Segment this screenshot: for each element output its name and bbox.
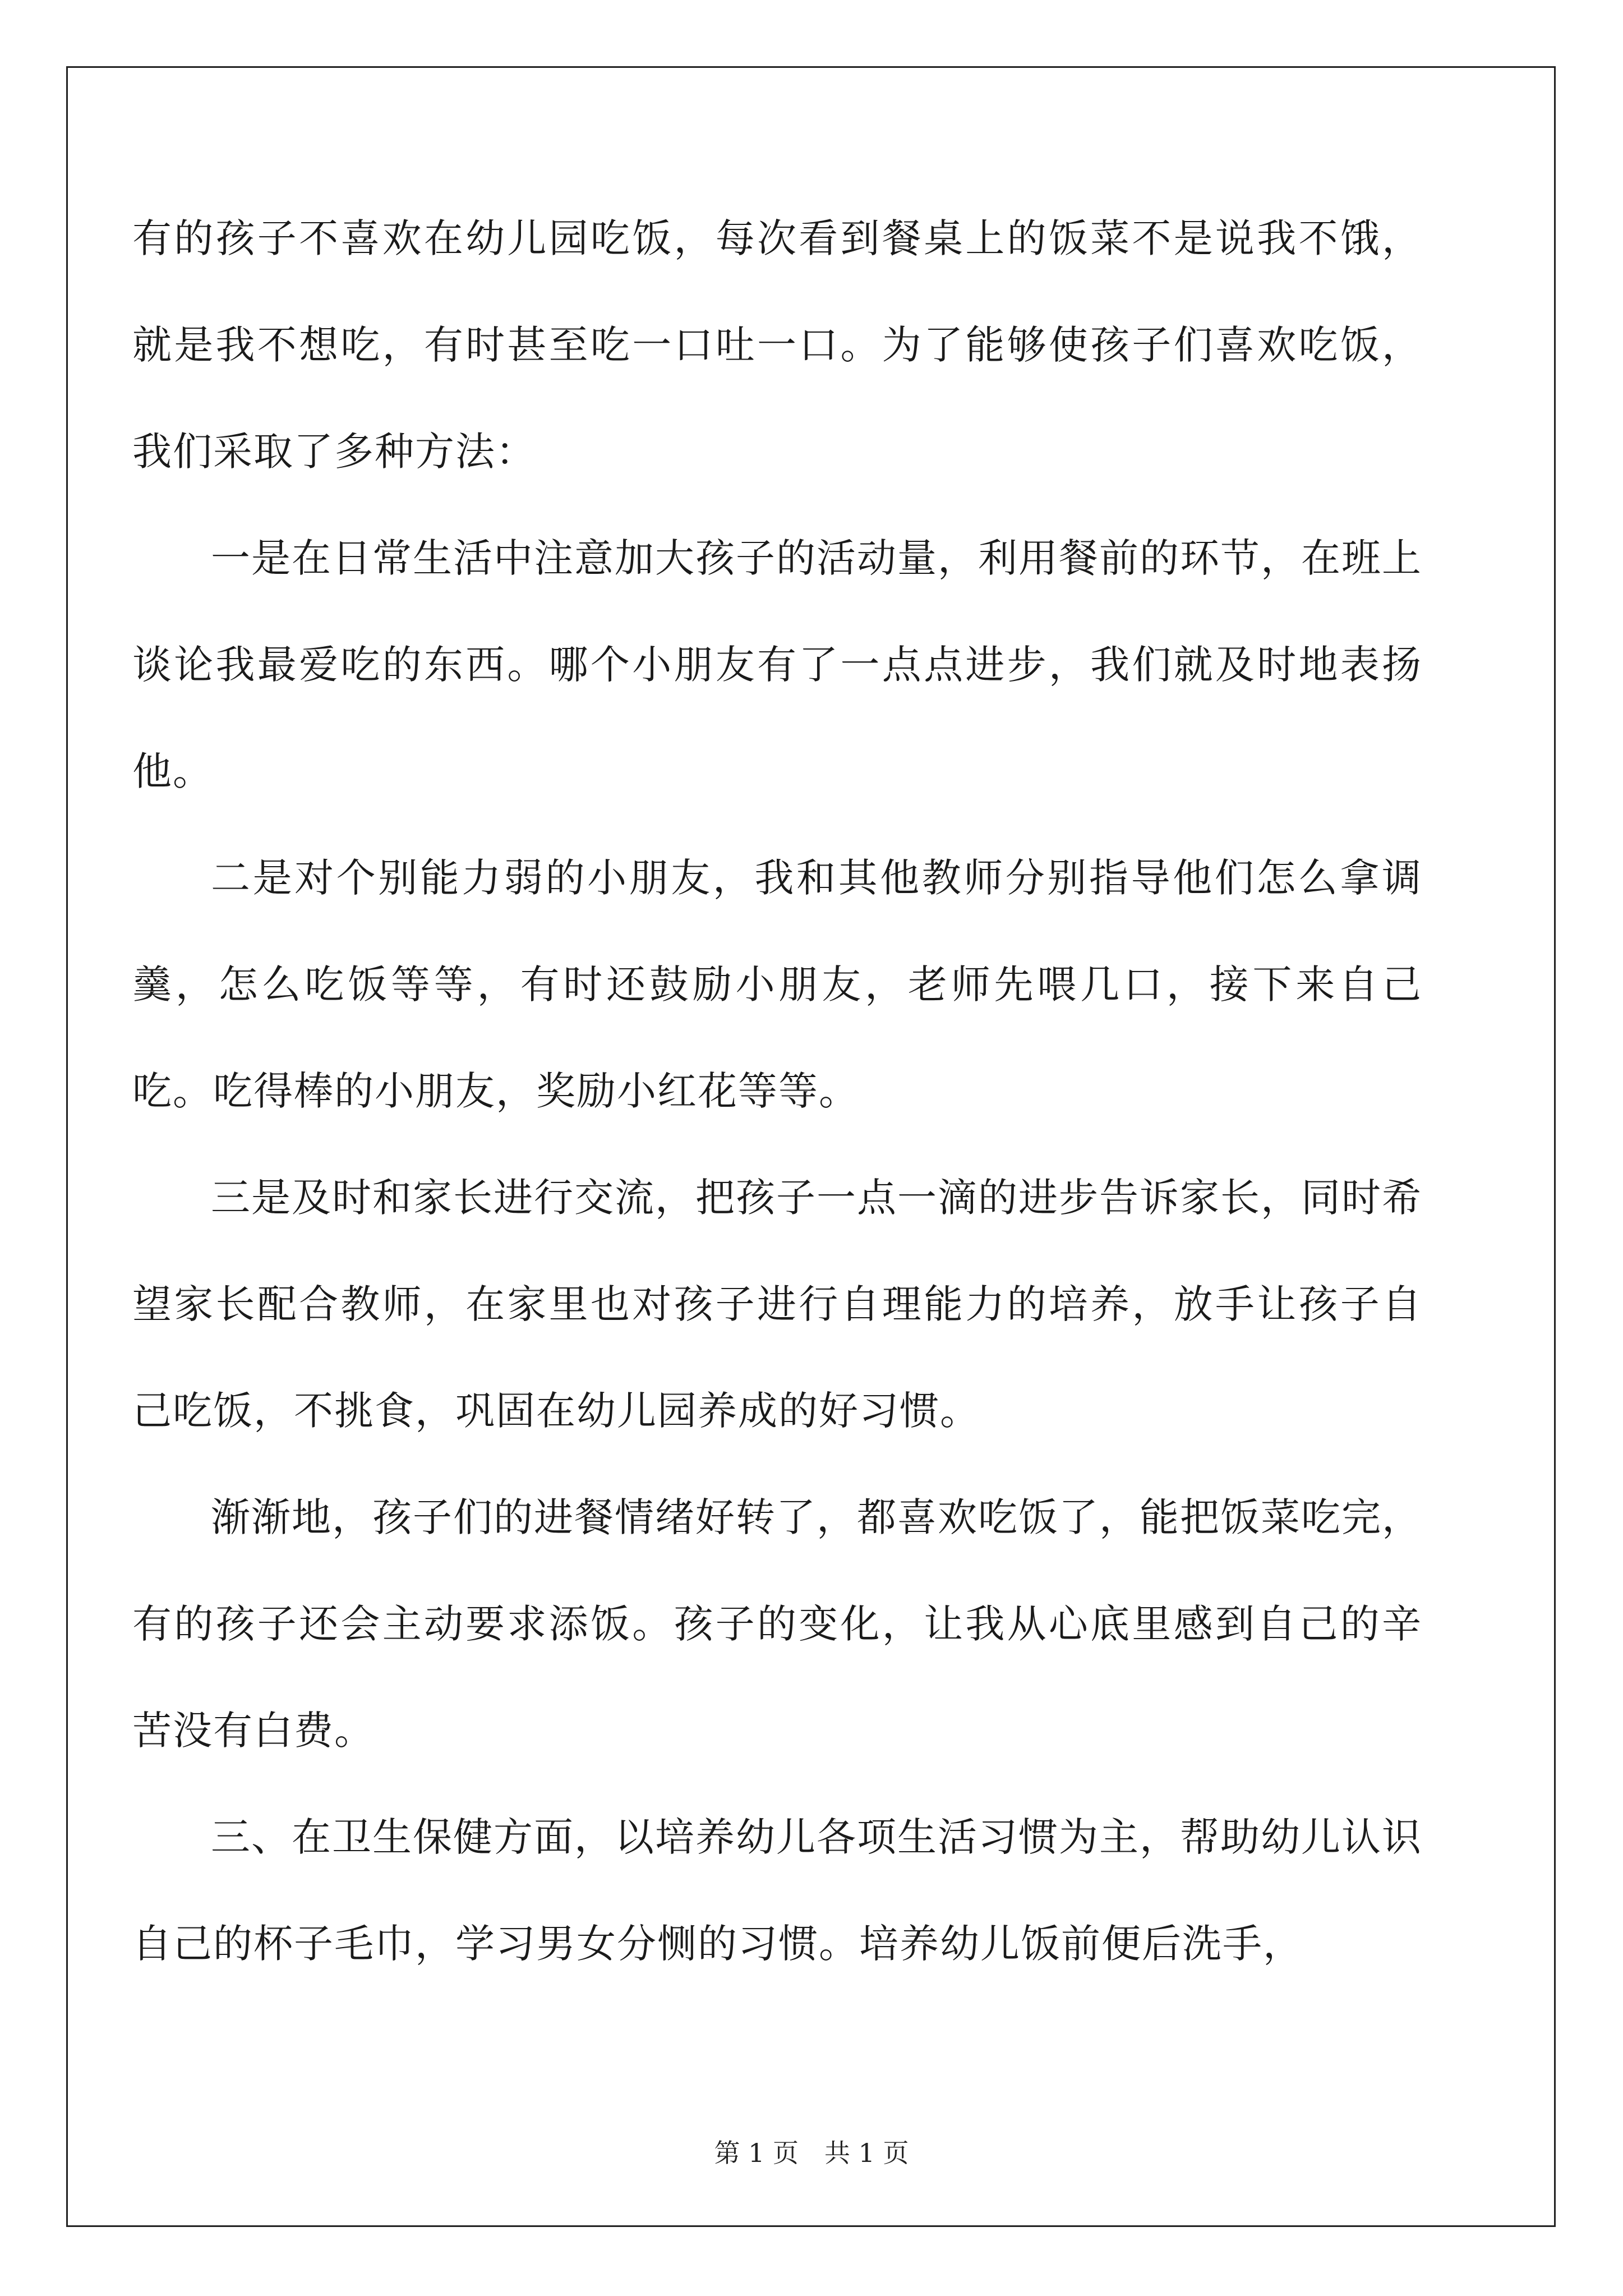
page-total: 共 1 页: [824, 2138, 909, 2168]
paragraph-5: 渐渐地，孩子们的进餐情绪好转了，都喜欢吃饭了，能把饭菜吃完，有的孩子还会主动要求添饭。孩子的变化，让我从心底里感到自己的辛苦没有白费。: [132, 1494, 1422, 1754]
paragraph-2: 一是在日常生活中注意加大孩子的活动量，利用餐前的环节，在班上谈论我最爱吃的东西。哪个小朋友有了一点点进步，我们就及时地表扬他。: [132, 535, 1422, 794]
page-number: 第 1 页: [714, 2138, 799, 2168]
paragraph-4: 三是及时和家长进行交流，把孩子一点一滴的进步告诉家长，同时希望家长配合教师，在家里也对孩子进行自理能力的培养，放手让孩子自己吃饭，不挑食，巩固在幼儿园养成的好习惯。: [132, 1175, 1422, 1434]
page-footer: [0, 2136, 1623, 2170]
document-body: [132, 185, 1422, 1997]
paragraph-1: 有的孩子不喜欢在幼儿园吃饭，每次看到餐桌上的饭菜不是说我不饿，就是我不想吃，有时甚至吃一口吐一口。为了能够使孩子们喜欢吃饭，我们采取了多种方法：: [132, 215, 1422, 475]
paragraph-6: 三、在卫生保健方面，以培养幼儿各项生活习惯为主，帮助幼儿认识自己的杯子毛巾，学习男女分恻的习惯。培养幼儿饭前便后洗手，: [132, 1814, 1422, 1967]
paragraph-3: 二是对个别能力弱的小朋友，我和其他教师分别指导他们怎么拿调羹，怎么吃饭等等，有时还鼓励小朋友，老师先喂几口，接下来自己吃。吃得棒的小朋友，奖励小红花等等。: [132, 855, 1422, 1114]
